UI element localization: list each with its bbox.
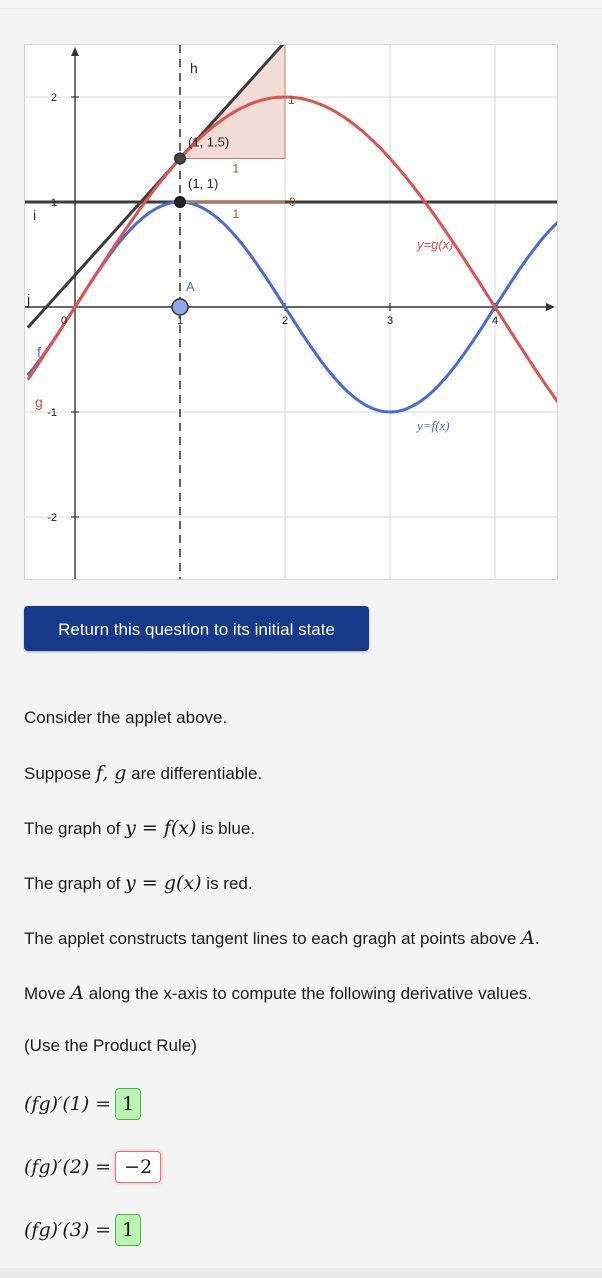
label-curve-g: y=g(x) — [417, 237, 454, 252]
text: The applet constructs tangent lines to each gragh at points above — [24, 929, 522, 948]
equals-sign: = — [95, 1093, 112, 1115]
answer-label: (fg)′(3) — [24, 1219, 90, 1241]
label-h: h — [190, 60, 198, 76]
point-a[interactable] — [172, 299, 188, 315]
curve-g — [28, 97, 557, 402]
label-slope-rise-f: 0 — [289, 195, 296, 209]
answer-input-2[interactable]: −2 — [115, 1151, 161, 1183]
label-f: f — [37, 344, 41, 360]
answer-row-1 — [24, 1088, 141, 1120]
text: along the x-axis to compute the following derivative values. — [84, 984, 532, 1003]
answer-label: (fg)′(2) — [24, 1156, 90, 1178]
label-j: j — [27, 291, 31, 307]
label-slope-rise-g: 1 — [288, 93, 295, 108]
reset-question-button[interactable]: Return this question to its initial state — [24, 606, 369, 651]
text: . — [534, 929, 540, 948]
x-axis-arrow — [546, 303, 555, 311]
text: The graph of — [24, 874, 126, 893]
math-y-g: y = g(x) — [125, 872, 202, 894]
x-tick-label: 1 — [177, 315, 184, 327]
y-axis-arrow — [71, 47, 79, 56]
paragraph-tangent — [24, 927, 540, 949]
math-a: A — [521, 927, 535, 949]
label-g: g — [35, 394, 43, 410]
text: Move — [24, 984, 71, 1003]
paragraph-differentiable — [24, 762, 262, 784]
answer-row-2 — [24, 1151, 161, 1183]
page-top-border — [0, 0, 602, 9]
point-on-g — [175, 153, 186, 164]
label-a: A — [186, 279, 195, 294]
text: is red. — [201, 874, 253, 893]
label-i: i — [33, 207, 37, 223]
y-tick-label: -2 — [47, 512, 57, 524]
paragraph-consider: Consider the applet above. — [24, 708, 228, 727]
x-tick-label: 3 — [387, 315, 394, 327]
label-slope-run-f: 1 — [232, 207, 240, 221]
graph-applet[interactable] — [24, 44, 558, 580]
label-point-on-g: (1, 1.5) — [188, 134, 230, 150]
y-tick-label: -1 — [47, 407, 57, 419]
label-point-on-f: (1, 1) — [188, 176, 219, 191]
equals-sign: = — [95, 1156, 112, 1178]
paragraph-blue — [24, 817, 255, 839]
answer-row-3 — [24, 1214, 141, 1246]
x-tick-label: 4 — [492, 315, 499, 327]
y-tick-label: 2 — [50, 92, 57, 104]
x-tick-label: 2 — [282, 315, 289, 327]
text: The graph of — [24, 819, 126, 838]
answer-label: (fg)′(1) — [24, 1093, 90, 1115]
answer-input-3[interactable]: 1 — [115, 1214, 141, 1246]
paragraph-product-rule: (Use the Product Rule) — [24, 1036, 197, 1055]
answer-input-1[interactable]: 1 — [115, 1088, 141, 1120]
x-tick-label: 0 — [61, 315, 68, 327]
page-bottom-strip — [0, 1268, 602, 1278]
graph-canvas[interactable] — [25, 45, 557, 579]
math-fg: f, g — [95, 762, 127, 784]
text: is blue. — [196, 819, 256, 838]
label-curve-f: y=f(x) — [417, 418, 450, 433]
label-slope-run-g: 1 — [232, 161, 240, 176]
y-tick-label: 1 — [50, 197, 57, 209]
paragraph-red — [24, 872, 253, 894]
grid-lines — [25, 45, 557, 579]
math-a: A — [70, 982, 85, 1004]
equals-sign: = — [95, 1219, 112, 1241]
text: Suppose — [24, 764, 96, 783]
text: are differentiable. — [126, 764, 263, 783]
paragraph-move-a — [24, 982, 532, 1004]
math-y-f: y = f(x) — [125, 817, 197, 839]
point-on-f — [175, 197, 186, 208]
